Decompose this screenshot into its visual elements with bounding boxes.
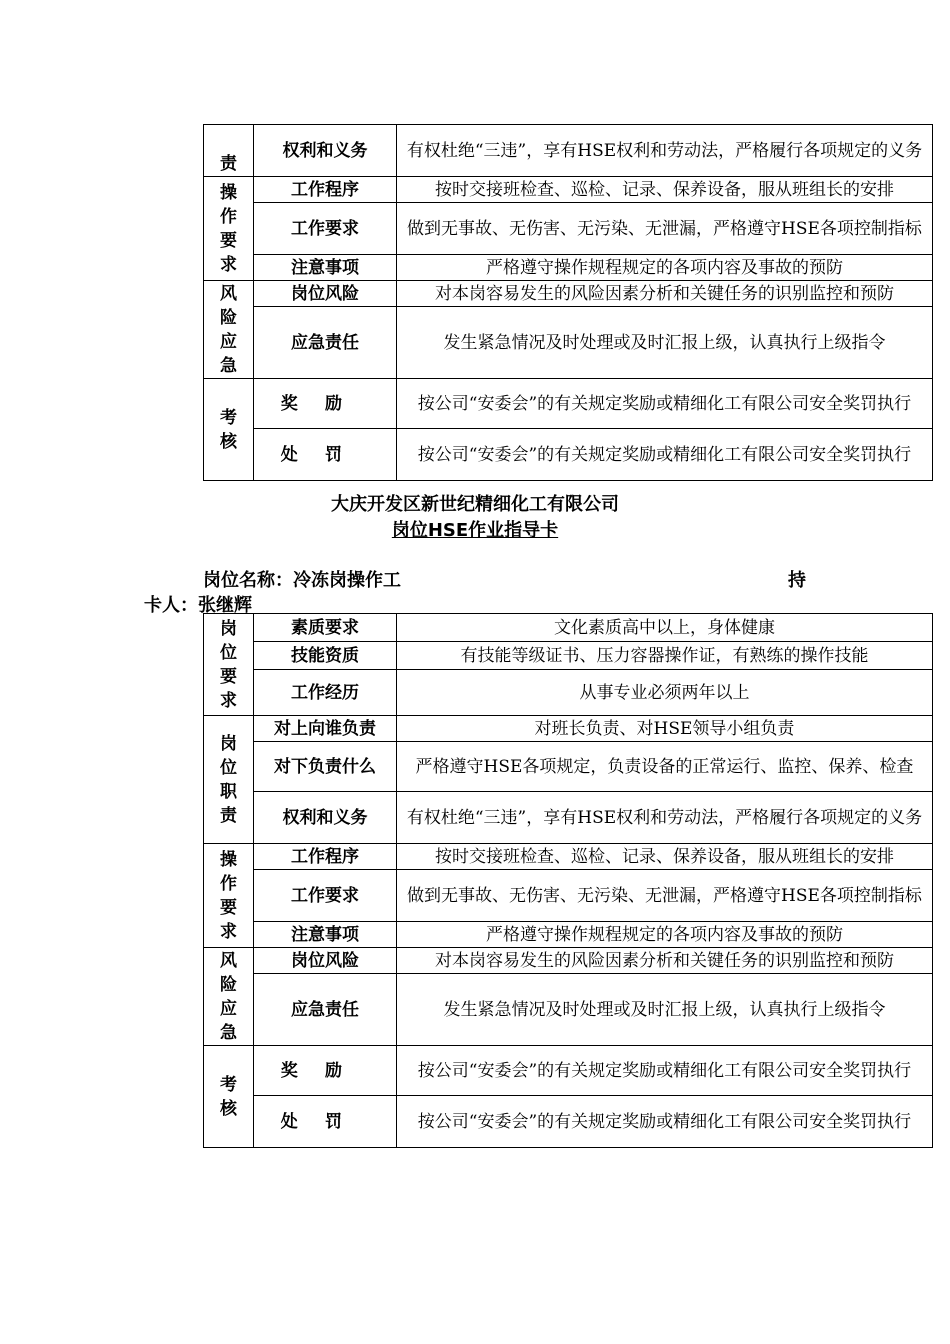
item-rights-text: 有权杜绝“三违”，享有HSE权利和劳动法，严格履行各项规定的义务	[397, 125, 933, 177]
category-post-requirements: 岗位要求	[204, 614, 254, 716]
item-text: 按公司“安委会”的有关规定奖励或精细化工有限公司安全奖罚执行	[397, 1046, 933, 1096]
category-operation: 操作要求	[204, 844, 254, 948]
item-label: 处罚	[254, 429, 397, 481]
category-operation: 操作要求	[204, 177, 254, 281]
category-assessment: 考核	[204, 1046, 254, 1148]
item-label: 工作要求	[254, 203, 397, 255]
post-name: 岗位名称：冷冻岗操作工	[203, 570, 401, 591]
item-text: 严格遵守操作规程规定的各项内容及事故的预防	[397, 255, 933, 281]
item-text: 按公司“安委会”的有关规定奖励或精细化工有限公司安全奖罚执行	[397, 1096, 933, 1148]
item-text: 有权杜绝“三违”，享有HSE权利和劳动法，严格履行各项规定的义务	[397, 792, 933, 844]
hse-card-table-top	[203, 124, 933, 481]
company-name: 大庆开发区新世纪精细化工有限公司	[331, 494, 619, 515]
item-label: 对下负责什么	[254, 742, 397, 792]
item-text: 按时交接班检查、巡检、记录、保养设备，服从班组长的安排	[397, 844, 933, 870]
item-label: 技能资质	[254, 642, 397, 670]
item-label: 注意事项	[254, 922, 397, 948]
item-text: 文化素质高中以上，身体健康	[397, 614, 933, 642]
item-text: 按公司“安委会”的有关规定奖励或精细化工有限公司安全奖罚执行	[397, 379, 933, 429]
item-text: 从事专业必须两年以上	[397, 670, 933, 716]
category-risk: 风险应急	[204, 948, 254, 1046]
item-label: 应急责任	[254, 307, 397, 379]
item-label: 工作程序	[254, 844, 397, 870]
category-risk: 风险应急	[204, 281, 254, 379]
item-text: 有技能等级证书、压力容器操作证，有熟练的操作技能	[397, 642, 933, 670]
item-label: 工作程序	[254, 177, 397, 203]
item-text: 对本岗容易发生的风险因素分析和关键任务的识别监控和预防	[397, 281, 933, 307]
item-rights-label: 权利和义务	[254, 125, 397, 177]
card-holder-prefix: 持	[788, 570, 806, 591]
item-text: 严格遵守HSE各项规定，负责设备的正常运行、监控、保养、检查	[397, 742, 933, 792]
item-text: 按公司“安委会”的有关规定奖励或精细化工有限公司安全奖罚执行	[397, 429, 933, 481]
category-post-duties: 岗位职责	[204, 716, 254, 844]
item-text: 发生紧急情况及时处理或及时汇报上级，认真执行上级指令	[397, 974, 933, 1046]
hse-card-table	[203, 613, 933, 1148]
category-assessment: 考核	[204, 379, 254, 481]
item-text: 发生紧急情况及时处理或及时汇报上级，认真执行上级指令	[397, 307, 933, 379]
item-label: 奖励	[254, 1046, 397, 1096]
item-label: 岗位风险	[254, 281, 397, 307]
item-text: 做到无事故、无伤害、无污染、无泄漏，严格遵守HSE各项控制指标	[397, 870, 933, 922]
item-label: 处罚	[254, 1096, 397, 1148]
item-label: 岗位风险	[254, 948, 397, 974]
item-text: 对本岗容易发生的风险因素分析和关键任务的识别监控和预防	[397, 948, 933, 974]
item-label: 工作经历	[254, 670, 397, 716]
item-label: 注意事项	[254, 255, 397, 281]
item-text: 按时交接班检查、巡检、记录、保养设备，服从班组长的安排	[397, 177, 933, 203]
item-label: 权利和义务	[254, 792, 397, 844]
item-label: 对上向谁负责	[254, 716, 397, 742]
item-label: 工作要求	[254, 870, 397, 922]
category-responsibility-tail: 责	[204, 125, 254, 177]
item-text: 对班长负责、对HSE领导小组负责	[397, 716, 933, 742]
card-holder: 卡人：张继辉	[144, 595, 252, 616]
item-text: 严格遵守操作规程规定的各项内容及事故的预防	[397, 922, 933, 948]
item-label: 应急责任	[254, 974, 397, 1046]
item-label: 奖励	[254, 379, 397, 429]
item-text: 做到无事故、无伤害、无污染、无泄漏，严格遵守HSE各项控制指标	[397, 203, 933, 255]
item-label: 素质要求	[254, 614, 397, 642]
card-title: 岗位HSE作业指导卡	[391, 520, 559, 541]
